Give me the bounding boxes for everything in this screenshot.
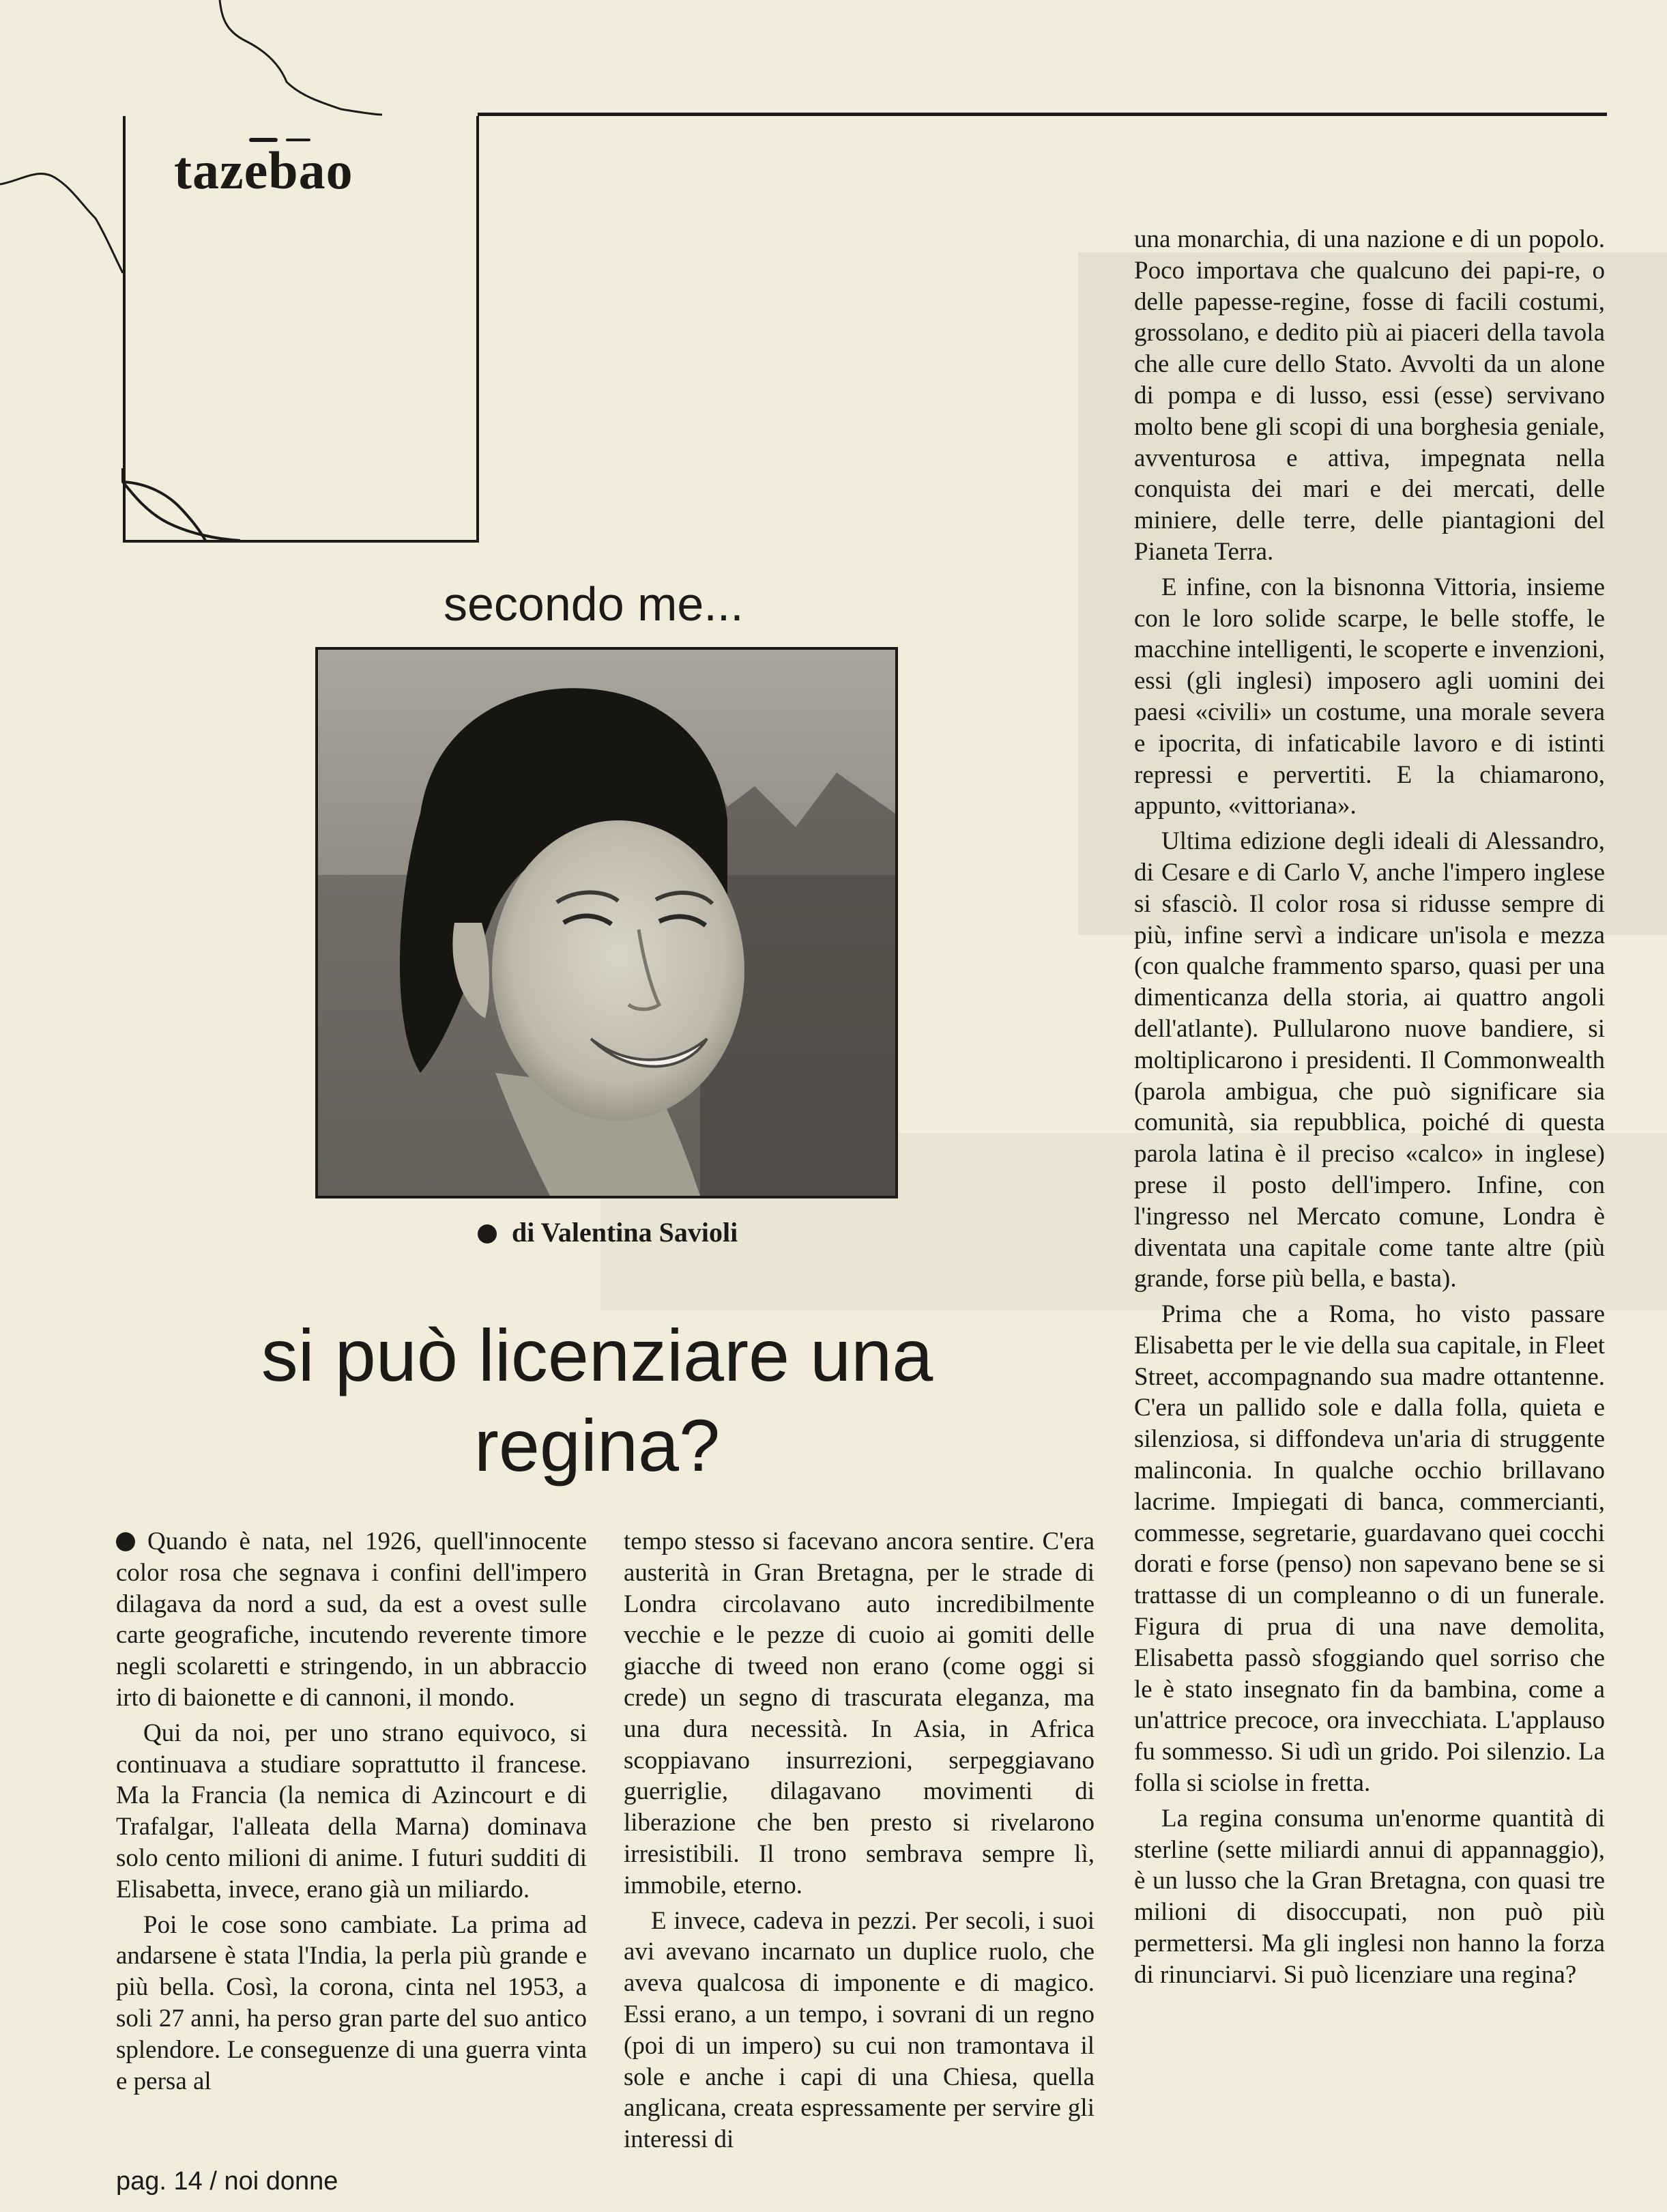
byline-text: di Valentina Savioli: [512, 1217, 738, 1248]
column-left: [116, 1526, 587, 2097]
top-rule: [478, 113, 1607, 116]
paragraph: Poi le cose sono cambiate. La prima ad andarsene è stata l'India, la perla più grande e più bella. Così, la corona, cinta nel 1953, a soli 27 anni, ha perso gran parte del suo antico splendore. Le conseguenze di una guerra vinta e persa al: [116, 1910, 587, 2095]
paragraph: E invece, cadeva in pezzi. Per secoli, i suoi avi avevano incarnato un duplice ruolo, che aveva qualcosa di imponente e di magico. Essi erano, a un tempo, i sovrani di un regno (poi di un impero) su cui non tramontava il sole e anche i capi di una Chiesa, quella anglicana, creata espressamente per servire gli interessi di: [624, 1906, 1095, 2154]
portrait-photo-icon: [318, 650, 895, 1196]
paragraph: La regina consuma un'enorme quantità di sterline (sette miliardi annui di appannaggio), è un lusso che la Gran Bretagna, con quasi tre milioni di disoccupati, non può più permettersi. Ma gli inglesi non hanno la forza di rinunciarvi. Si può licenziare una regina?: [1134, 1804, 1605, 1989]
column-name: tazebao: [174, 141, 353, 200]
portrait-photo: [315, 647, 898, 1198]
bullet-icon: [478, 1224, 497, 1244]
bullet-icon: [116, 1532, 135, 1551]
page-curl-icon: [120, 468, 243, 546]
byline: [478, 1216, 738, 1248]
paragraph: [116, 1526, 587, 1714]
paragraph: Prima che a Roma, ho visto passare Elisabetta per le vie della sua capitale, in Fleet Street, accompagnando sua madre ottantenne. C'era un pallido sole e dalla folla, quieta e silenziosa, si diffondeva un'aria di struggente malinconia. In qualche occhio brillavano lacrime. Impiegati di banca, commercianti, commesse, segretarie, guardavano quei cocchi dorati e forse (penso) non sapevano bene se si trattasse di un compleanno o di un funerale. Figura di prua di una nave demolita, Elisabetta passò sfoggiando quel sorriso che le è stato insegnato fin da bambina, come a un'attrice precoce, ora invecchiata. L'applauso fu sommesso. Si udì un grido. Poi silenzio. La folla si sciolse in fretta.: [1134, 1300, 1605, 1798]
column-right: [1134, 224, 1605, 1991]
paragraph-text: Quando è nata, nel 1926, quell'innocente color rosa che segnava i confini dell'impero dilagava da nord a sud, da est a ovest sulle carte geografiche, incutendo reverente timore negli scolaretti e stringendo, in un abbraccio irto di baionette e di cannoni, il mondo.: [116, 1527, 587, 1712]
paragraph: tempo stesso si facevano ancora sentire. C'era austerità in Gran Bretagna, per le strade di Londra circolavano auto incredibilmente vecchie e le pezze di cuoio ai gomiti delle giacche di tweed non erano (come oggi si crede) un segno di trascurata eleganza, ma una dura necessità. In Asia, in Africa scoppiavano insurrezioni, serpeggiavano guerriglie, dilagavano movimenti di liberazione che ben presto si rivelarono irresistibili. Il trono sembrava sempre lì, immobile, eterno.: [624, 1527, 1095, 1899]
headline: si può licenziare una regina?: [261, 1314, 933, 1486]
paragraph: Qui da noi, per uno strano equivoco, si continuava a studiare soprattutto il francese. Ma la Francia (la nemica di Azincourt e di Trafalgar, l'alleata della Marna) dominava solo cento milioni di anime. I futuri sudditi di Elisabetta, invece, erano già un miliardo.: [116, 1719, 587, 1904]
paragraph: Ultima edizione degli ideali di Alessandro, di Cesare e di Carlo V, anche l'impero inglese si sfasciò. Il color rosa si ridusse sempre di più, infine servì a indicare un'isola e mezza (con qualche frammento sparso, quasi per una dimenticanza della storia, ai quattro angoli dell'atlante). Pullularono nuove bandiere, si moltiplicarono i presidenti. Il Commonwealth (parola ambigua, che può significare sia comunità, sia repubblica, poiché di questa parola latina è il preciso «calco» in inglese) prese il posto dell'impero. Infine, con l'ingresso nel Mercato comune, Londra è diventata una capitale come tante altre (più grande, forse più bella, e basta).: [1134, 827, 1605, 1293]
paragraph: una monarchia, di una nazione e di un popolo. Poco importava che qualcuno dei papi-re, o delle papesse-regine, fosse di facili costumi, grossolano, e dedito più ai piaceri della tavola che alle cure dello Stato. Avvolti da un alone di pompa e di lusso, essi (esse) servivano molto bene gli scopi di una borghesia geniale, avventurosa e attiva, impegnata nella conquista dei mari e dei mercati, delle miniere, delle terre, delle piantagioni del Pianeta Terra.: [1134, 225, 1605, 566]
page-footer: pag. 14 / noi donne: [116, 2167, 338, 2196]
section-label: secondo me...: [444, 577, 744, 631]
column-middle: [624, 1526, 1095, 2155]
paragraph: E infine, con la bisnonna Vittoria, insieme con le loro solide scarpe, le belle stoffe, le macchine intelligenti, le scoperte e invenzioni, essi (gli inglesi) imposero agli uomini dei paesi «civili» un costume, una morale severa e ipocrita, di infaticabile lavoro e di istinti repressi e pervertiti. E la chiamarono, appunto, «vittoriana».: [1134, 573, 1605, 820]
